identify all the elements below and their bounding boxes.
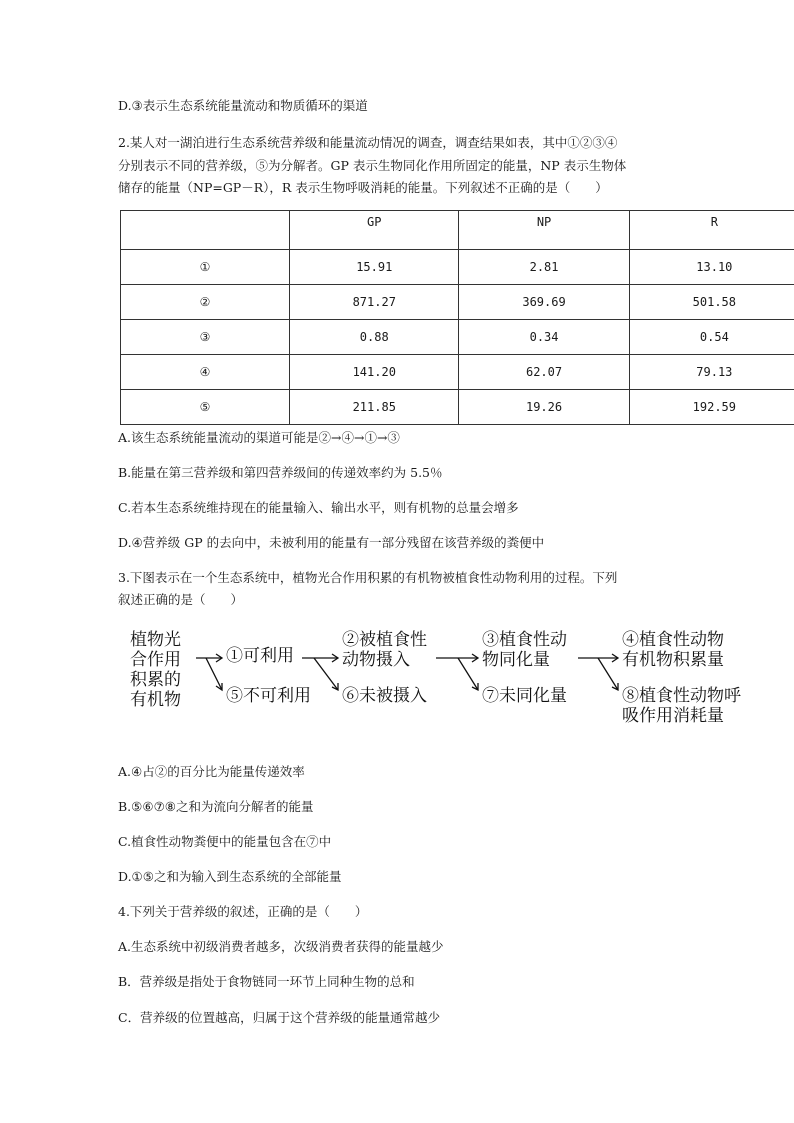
q2-option-a: A.该生态系统能量流动的渠道可能是②→④→①→③ [118,430,400,445]
flow-node-8: ⑧植食性动物呼 吸作用消耗量 [622,686,741,726]
table-cell: 871.27 [290,285,459,320]
flow-node-4: ④植食性动物 有机物积累量 [622,630,724,670]
q4-option-c: C．营养级的位置越高，归属于这个营养级的能量通常越少 [118,1010,441,1025]
q2-option-c: C.若本生态系统维持现在的能量输入、输出水平，则有机物的总量会增多 [118,500,519,515]
table-cell: 0.88 [290,320,459,355]
table-header-cell [121,211,290,250]
energy-flow-diagram [130,628,770,738]
table-cell: 501.58 [629,285,794,320]
table-cell: 211.85 [290,390,459,425]
table-header-cell: R [629,211,794,250]
table-cell: 0.34 [459,320,629,355]
flow-node-3: ③植食性动 物同化量 [482,630,567,670]
table-row [121,285,794,320]
q2-stem-line-2: 分别表示不同的营养级，⑤为分解者。GP 表示生物同化作用所固定的能量，NP 表示生物体 [118,158,627,173]
table-cell: ① [121,250,290,285]
table-cell: 0.54 [629,320,794,355]
table-cell: ③ [121,320,290,355]
flow-node-5: ⑤不可利用 [226,686,311,706]
q2-option-d: D.④营养级 GP 的去向中，未被利用的能量有一部分残留在该营养级的粪便中 [118,535,545,550]
table-header-row [121,211,794,250]
table-header-cell: NP [459,211,629,250]
q3-stem-line-2: 叙述正确的是（ ） [118,592,244,607]
table-row [121,250,794,285]
flow-node-1: ①可利用 [226,646,294,666]
energy-table [120,210,794,425]
table-cell: ④ [121,355,290,390]
q2-stem-line-3: 储存的能量（NP=GP－R），R 表示生物呼吸消耗的能量。下列叙述不正确的是（ ） [118,180,608,195]
table-cell: 62.07 [459,355,629,390]
q2-option-b: B.能量在第三营养级和第四营养级间的传递效率约为 5.5％ [118,465,443,480]
q2-stem-line-1: 2.某人对一湖泊进行生态系统营养级和能量流动情况的调查，调查结果如表，其中①②③④ [118,135,618,150]
q4-option-a: A.生态系统中初级消费者越多，次级消费者获得的能量越少 [118,939,444,954]
flow-node-2: ②被植食性 动物摄入 [342,630,427,670]
q3-stem-line-1: 3.下图表示在一个生态系统中，植物光合作用积累的有机物被植食性动物利用的过程。下列 [118,570,618,585]
flow-node-6: ⑥未被摄入 [342,686,427,706]
q3-option-a: A.④占②的百分比为能量传递效率 [118,764,305,779]
table-cell: ⑤ [121,390,290,425]
q4-option-b: B．营养级是指处于食物链同一环节上同种生物的总和 [118,974,415,989]
flow-node-start: 植物光 合作用 积累的 有机物 [130,630,181,710]
table-cell: 369.69 [459,285,629,320]
table-cell: 2.81 [459,250,629,285]
arrow-icon [314,658,338,690]
flow-node-7: ⑦未同化量 [482,686,567,706]
option-d-previous-question: D.③表示生态系统能量流动和物质循环的渠道 [118,98,368,113]
arrow-icon [598,658,618,690]
table-cell: 13.10 [629,250,794,285]
table-header-cell: GP [290,211,459,250]
table-cell: 192.59 [629,390,794,425]
q3-option-d: D.①⑤之和为输入到生态系统的全部能量 [118,869,342,884]
table-row [121,320,794,355]
table-cell: ② [121,285,290,320]
arrow-icon [206,658,222,690]
table-row [121,390,794,425]
table-cell: 15.91 [290,250,459,285]
q3-option-b: B.⑤⑥⑦⑧之和为流向分解者的能量 [118,799,314,814]
table-row [121,355,794,390]
table-cell: 19.26 [459,390,629,425]
table-cell: 141.20 [290,355,459,390]
table-cell: 79.13 [629,355,794,390]
q4-stem: 4.下列关于营养级的叙述，正确的是（ ） [118,904,368,919]
q3-option-c: C.植食性动物粪便中的能量包含在⑦中 [118,834,332,849]
arrow-icon [458,658,478,690]
